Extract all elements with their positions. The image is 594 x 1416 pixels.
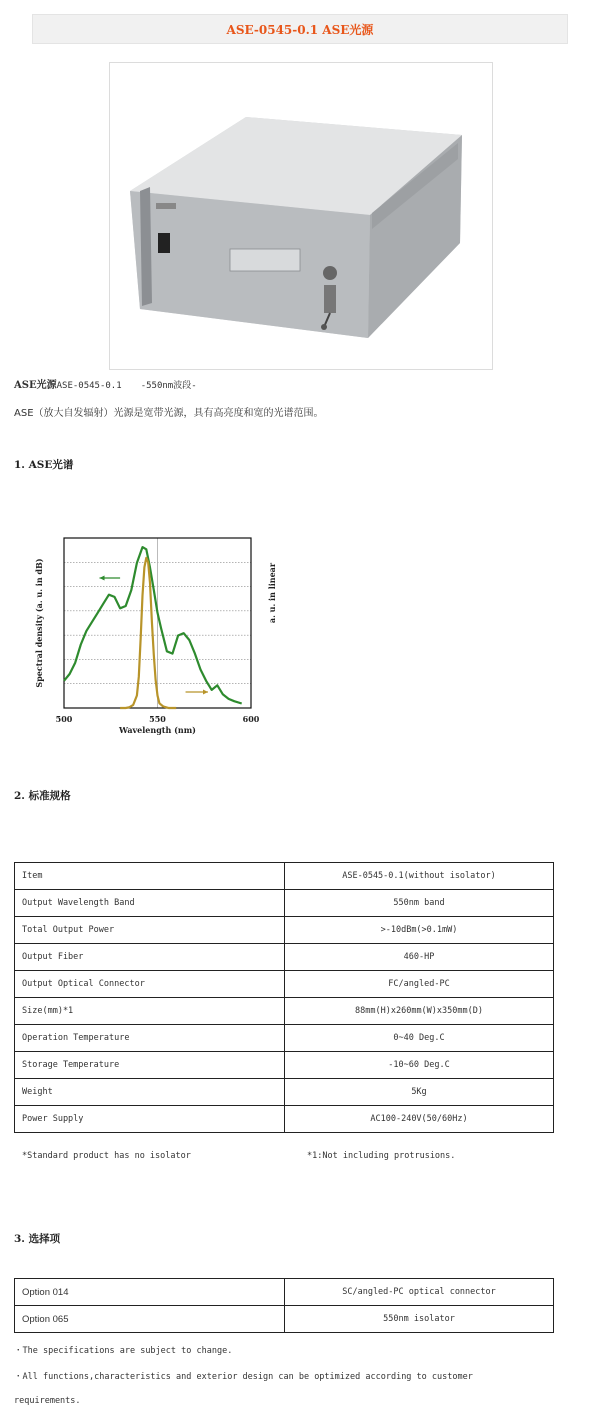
x-axis-label: Wavelength (nm) <box>119 725 196 735</box>
spec-row <box>15 917 554 944</box>
spec-value-cell: 460-HP <box>285 944 554 971</box>
spec-key-cell: Output Optical Connector <box>15 971 285 998</box>
spec-value-cell: 550nm band <box>285 890 554 917</box>
x-tick-label: 550 <box>149 714 166 724</box>
spec-row <box>15 1052 554 1079</box>
spec-value-cell: ASE-0545-0.1(without isolator) <box>285 863 554 890</box>
page-title-text: ASE-0545-0.1 ASE光源 <box>226 22 374 37</box>
spec-key-cell: Power Supply <box>15 1106 285 1133</box>
intro-description: ASE（放大自发辐射）光源是宽带光源，具有高亮度和宽的光谱范围。 <box>14 408 324 419</box>
spec-key-cell: Size(mm)*1 <box>15 998 285 1025</box>
spec-value-cell: -10~60 Deg.C <box>285 1052 554 1079</box>
option-value-cell: SC/angled-PC optical connector <box>285 1279 554 1306</box>
spec-key-cell: Storage Temperature <box>15 1052 285 1079</box>
intro-band-text: -550nm波段- <box>140 381 197 391</box>
spec-row <box>15 1106 554 1133</box>
product-photo <box>109 62 493 370</box>
spec-row <box>15 998 554 1025</box>
spec-key-cell: Output Wavelength Band <box>15 890 285 917</box>
spec-note-protrusions: *1:Not including protrusions. <box>307 1151 456 1161</box>
spec-value-cell: 0~40 Deg.C <box>285 1025 554 1052</box>
spec-value-cell: 5Kg <box>285 1079 554 1106</box>
ase-unit-illustration <box>110 63 492 369</box>
x-tick-label: 500 <box>55 714 73 724</box>
footer-line-2: ・All functions,characteristics and exterior design can be optimized according to customer <box>14 1372 473 1382</box>
ase-spectrum-chart <box>30 528 300 743</box>
option-value-cell: 550nm isolator <box>285 1306 554 1333</box>
options-table <box>14 1278 554 1333</box>
spec-row <box>15 971 554 998</box>
y-axis-label-left: Spectral density (a. u. in dB) <box>34 558 44 688</box>
spec-row <box>15 944 554 971</box>
page-title <box>32 14 568 44</box>
intro-model-code: ASE-0545-0.1 <box>56 381 122 391</box>
x-tick-labels <box>56 714 260 724</box>
section-heading-spectrum: 1. ASE光谱 <box>14 459 74 471</box>
spec-value-cell: 88mm(H)x260mm(W)x350mm(D) <box>285 998 554 1025</box>
footer-line-3: requirements. <box>14 1396 81 1406</box>
spec-row <box>15 1079 554 1106</box>
spec-table <box>14 862 554 1133</box>
spec-row <box>15 1025 554 1052</box>
right-axis-arrow <box>186 690 208 695</box>
spectrum-svg <box>30 528 300 743</box>
spec-row <box>15 890 554 917</box>
intro-bold-label: ASE光源 <box>14 380 57 391</box>
spec-key-cell: Operation Temperature <box>15 1025 285 1052</box>
x-tick-label: 600 <box>242 714 260 724</box>
spec-note-isolator: *Standard product has no isolator <box>22 1151 191 1161</box>
spec-key-cell: Total Output Power <box>15 917 285 944</box>
spec-key-cell: Output Fiber <box>15 944 285 971</box>
spec-key-cell: Item <box>15 863 285 890</box>
option-row <box>15 1306 554 1333</box>
intro-line-1 <box>14 376 197 391</box>
spec-value-cell: >-10dBm(>0.1mW) <box>285 917 554 944</box>
section-heading-spec: 2. 标准规格 <box>14 790 71 802</box>
option-key-cell: Option 065 <box>15 1306 285 1333</box>
spec-row <box>15 863 554 890</box>
spec-key-cell: Weight <box>15 1079 285 1106</box>
series-line-linear <box>120 558 176 708</box>
option-row <box>15 1279 554 1306</box>
left-axis-arrow <box>100 576 121 581</box>
footer-line-1: ・The specifications are subject to change. <box>14 1346 233 1356</box>
spec-value-cell: AC100-240V(50/60Hz) <box>285 1106 554 1133</box>
section-heading-options: 3. 选择项 <box>14 1233 61 1245</box>
spec-value-cell: FC/angled-PC <box>285 971 554 998</box>
y-axis-label-right: a. u. in linear <box>267 562 277 624</box>
option-key-cell: Option 014 <box>15 1279 285 1306</box>
